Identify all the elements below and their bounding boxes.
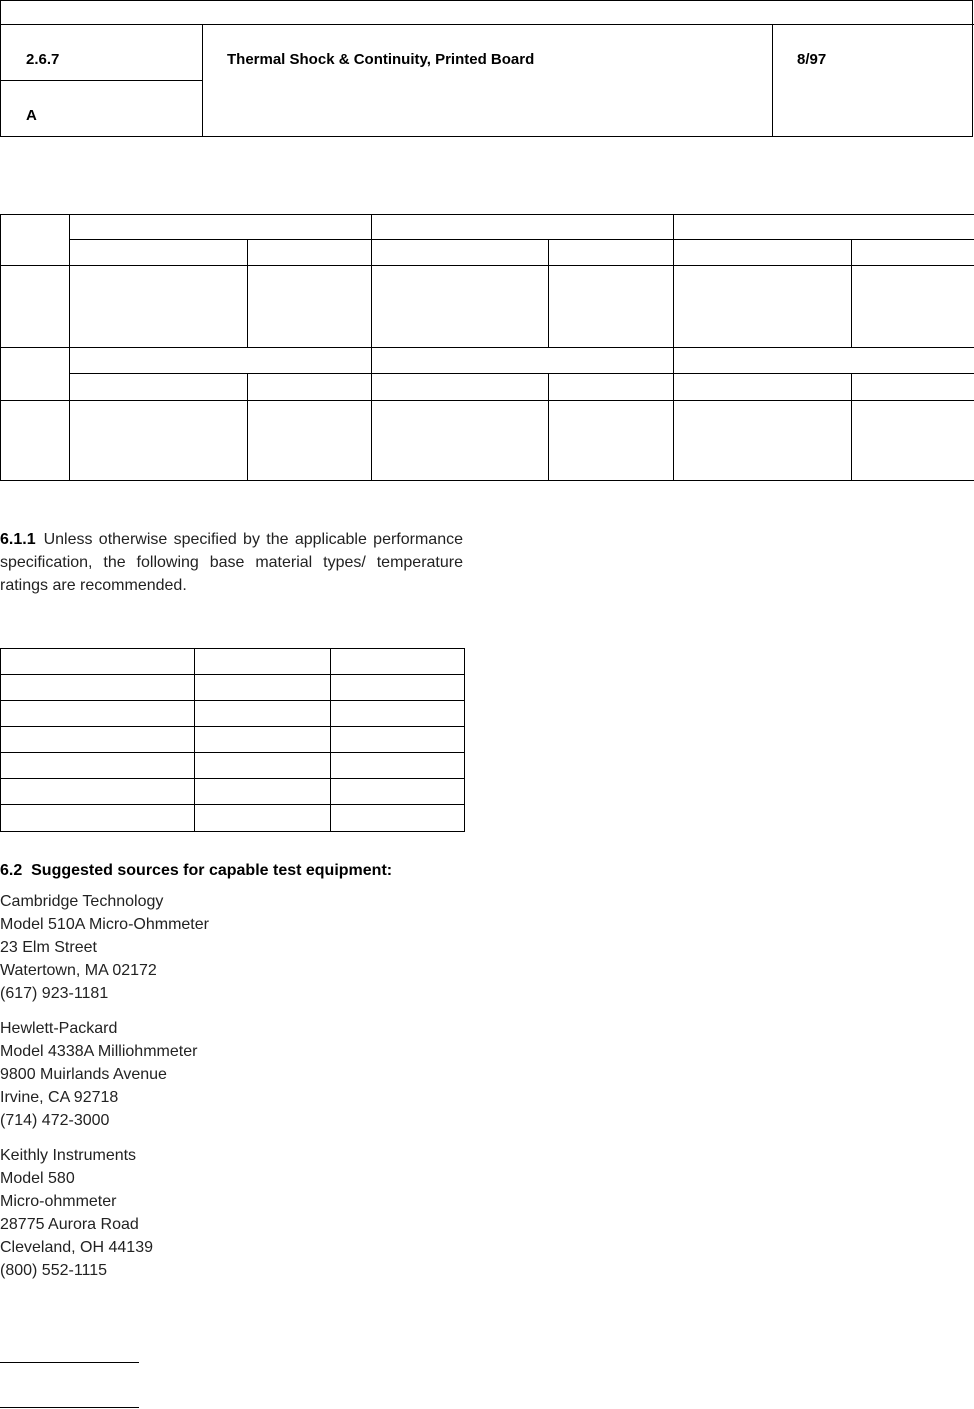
test-conditions-table	[0, 214, 974, 481]
header-divider	[772, 24, 773, 137]
header-divider	[0, 24, 974, 25]
source-line: 9800 Muirlands Avenue	[0, 1066, 167, 1083]
source-line: Hewlett-Packard	[0, 1020, 118, 1037]
source-cambridge	[0, 890, 209, 1005]
table-row	[1, 753, 465, 779]
footnote-rule	[0, 1407, 139, 1408]
source-keithly	[0, 1144, 153, 1282]
section-6-1-1	[0, 528, 463, 597]
source-line: (800) 552-1115	[0, 1262, 108, 1279]
document-title: Thermal Shock & Continuity, Printed Board	[227, 51, 535, 68]
header-divider	[0, 80, 202, 81]
source-line: Irvine, CA 92718	[0, 1089, 119, 1106]
table-row	[1, 401, 974, 481]
source-hewlett-packard	[0, 1017, 197, 1132]
table-row	[1, 266, 974, 348]
section-label: 6.1.1	[0, 531, 36, 548]
table-row	[1, 215, 974, 240]
source-line: Watertown, MA 02172	[0, 962, 157, 979]
base-material-table	[0, 648, 465, 832]
source-line: Model 580	[0, 1170, 75, 1187]
table-row	[1, 805, 465, 832]
section-6-2-heading: 6.2 Suggested sources for capable test equipment:	[0, 862, 393, 879]
header-frame	[0, 0, 973, 137]
table-row	[1, 649, 465, 675]
source-line: Cleveland, OH 44139	[0, 1239, 153, 1256]
source-line: Keithly Instruments	[0, 1147, 137, 1164]
section-text: Unless otherwise specified by the applicable performance specification, the following base material types/ temperature ratings are recommended.	[0, 531, 463, 594]
source-line: (714) 472-3000	[0, 1112, 110, 1129]
source-line: Cambridge Technology	[0, 893, 164, 910]
source-line: Micro-ohmmeter	[0, 1193, 117, 1210]
source-line: Model 510A Micro-Ohmmeter	[0, 916, 209, 933]
source-line: 23 Elm Street	[0, 939, 97, 956]
table-row	[1, 348, 974, 374]
header-divider	[202, 24, 203, 137]
document-number: 2.6.7	[26, 51, 60, 68]
table-row	[1, 779, 465, 805]
table-row	[1, 675, 465, 701]
document-revision: A	[26, 107, 37, 124]
source-line: (617) 923-1181	[0, 985, 109, 1002]
document-date: 8/97	[797, 51, 827, 68]
footnote-rule	[0, 1362, 139, 1363]
table-row	[1, 701, 465, 727]
source-line: Model 4338A Milliohmmeter	[0, 1043, 198, 1060]
table-row	[1, 374, 974, 401]
table-row	[1, 240, 974, 266]
source-line: 28775 Aurora Road	[0, 1216, 139, 1233]
table-row	[1, 727, 465, 753]
